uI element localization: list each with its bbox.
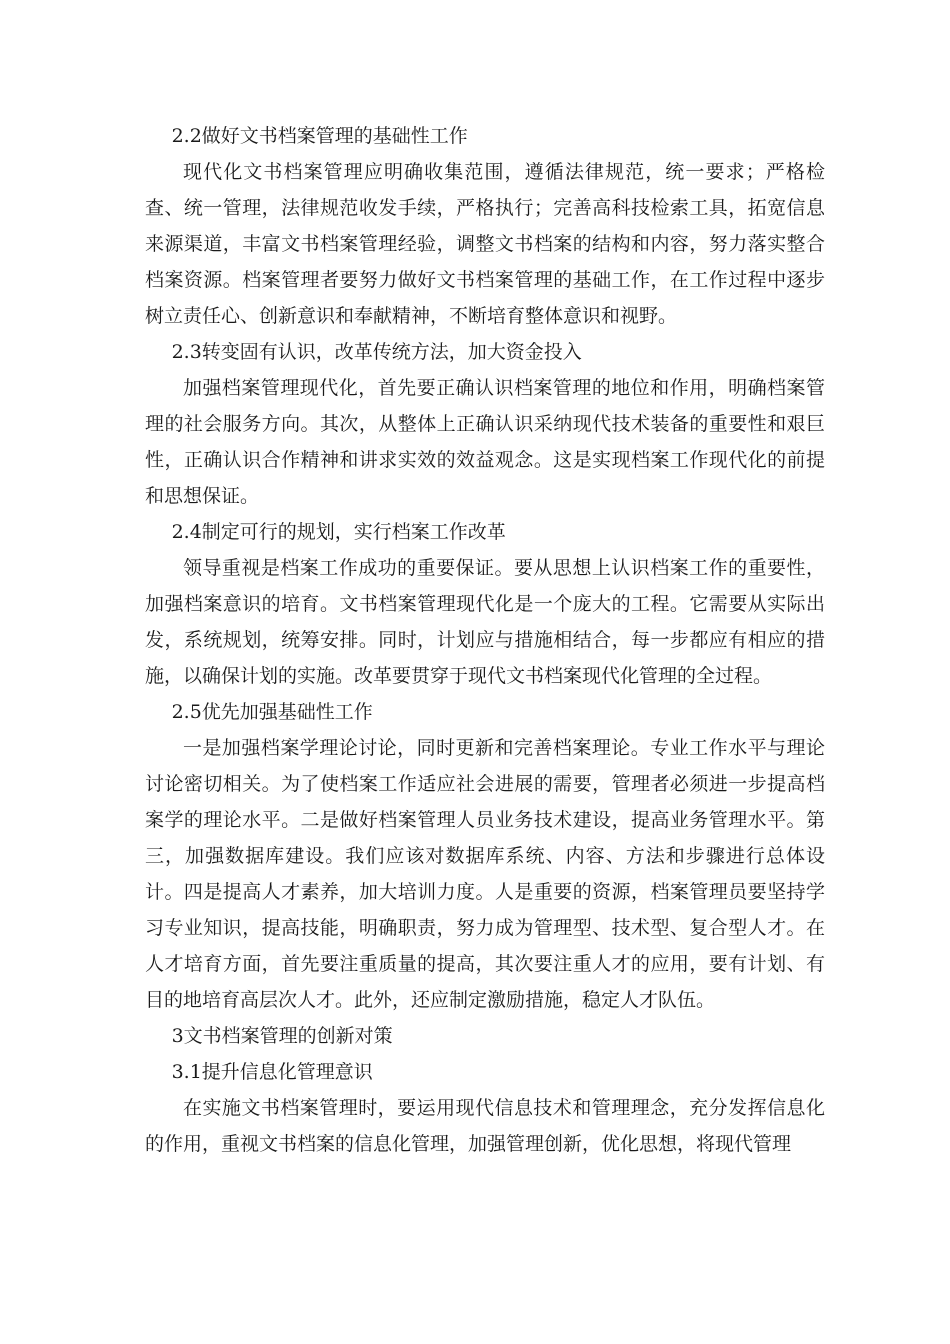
paragraph-2-4: 领导重视是档案工作成功的重要保证。要从思想上认识档案工作的重要性，加强档案意识的培育。文书档案管理现代化是一个庞大的工程。它需要从实际出发，系统规划，统筹安排。同时，计划应与措施相结合，每一步都应有相应的措施，以确保计划的实施。改革要贯穿于现代文书档案现代化管理的全过程。 [145, 557, 825, 687]
section-heading-2-3: 2.3转变固有认识，改革传统方法，加大资金投入 [171, 341, 582, 363]
paragraph-3-1: 在实施文书档案管理时，要运用现代信息技术和管理理念，充分发挥信息化的作用，重视文书档案的信息化管理，加强管理创新，优化思想，将现代管理 [145, 1097, 825, 1155]
section-heading-3-1: 3.1提升信息化管理意识 [171, 1061, 373, 1083]
section-heading-2-2: 2.2做好文书档案管理的基础性工作 [171, 125, 468, 147]
paragraph-2-3: 加强档案管理现代化，首先要正确认识档案管理的地位和作用，明确档案管理的社会服务方向。其次，从整体上正确认识采纳现代技术装备的重要性和艰巨性，正确认识合作精神和讲求实效的效益观念。这是实现档案工作现代化的前提和思想保证。 [145, 377, 825, 507]
document-body [145, 118, 825, 1162]
section-heading-3: 3文书档案管理的创新对策 [171, 1025, 393, 1047]
section-heading-2-4: 2.4制定可行的规划，实行档案工作改革 [171, 521, 506, 543]
section-heading-2-5: 2.5优先加强基础性工作 [171, 701, 373, 723]
paragraph-2-5: 一是加强档案学理论讨论，同时更新和完善档案理论。专业工作水平与理论讨论密切相关。为了使档案工作适应社会进展的需要，管理者必须进一步提高档案学的理论水平。二是做好档案管理人员业务技术建设，提高业务管理水平。第三，加强数据库建设。我们应该对数据库系统、内容、方法和步骤进行总体设计。四是提高人才素养，加大培训力度。人是重要的资源，档案管理员要坚持学习专业知识，提高技能，明确职责，努力成为管理型、技术型、复合型人才。在人才培育方面，首先要注重质量的提高，其次要注重人才的应用，要有计划、有目的地培育高层次人才。此外，还应制定激励措施，稳定人才队伍。 [145, 737, 825, 1011]
paragraph-2-2: 现代化文书档案管理应明确收集范围，遵循法律规范，统一要求；严格检查、统一管理，法律规范收发手续，严格执行；完善高科技检索工具，拓宽信息来源渠道，丰富文书档案管理经验，调整文书档案的结构和内容，努力落实整合档案资源。档案管理者要努力做好文书档案管理的基础工作，在工作过程中逐步树立责任心、创新意识和奉献精神，不断培育整体意识和视野。 [145, 161, 825, 327]
